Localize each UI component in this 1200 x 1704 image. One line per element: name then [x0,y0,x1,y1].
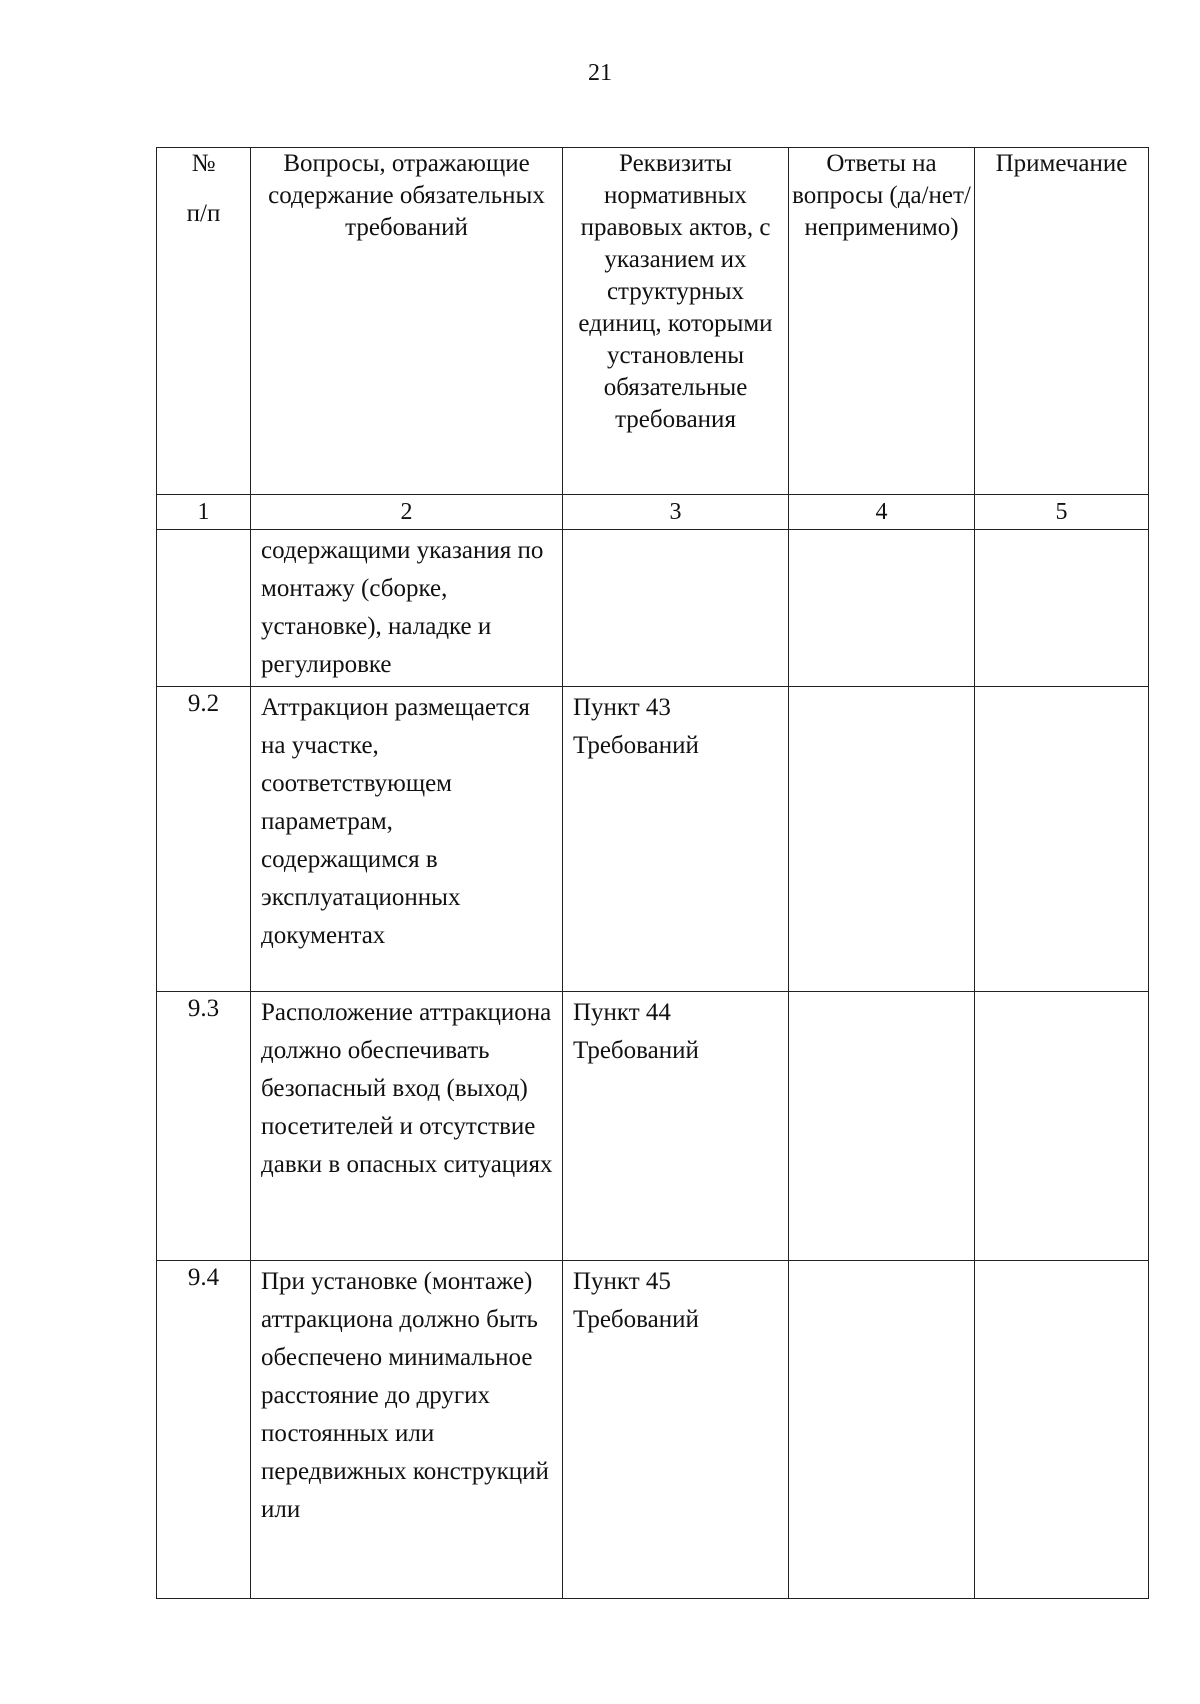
header-questions: Вопросы, отражающие содержание обязательных требований [251,148,563,495]
column-number: 5 [975,495,1149,530]
row-note[interactable] [975,992,1149,1261]
header-requisites: Реквизиты нормативных правовых актов, с указанием их структурных единиц, которыми установлены обязательные требования [563,148,789,495]
header-number [157,148,251,495]
row-answer[interactable] [789,1261,975,1599]
row-index: 9.3 [157,992,251,1261]
header-answers: Ответы на вопросы (да/нет/ неприменимо) [789,148,975,495]
row-question: При установке (монтаже) аттракциона должно быть обеспечено минимальное расстояние до других постоянных или передвижных конструкций или [251,1261,563,1599]
row-note[interactable] [975,530,1149,687]
table-row [157,1261,1149,1599]
row-answer[interactable] [789,687,975,992]
column-number: 1 [157,495,251,530]
row-answer[interactable] [789,530,975,687]
row-answer[interactable] [789,992,975,1261]
row-requisite [563,530,789,687]
checklist-table [156,147,1149,1599]
header-number-sign: № [191,150,216,177]
row-note[interactable] [975,687,1149,992]
header-number-abbrev: п/п [186,200,221,227]
table-row [157,687,1149,992]
row-question: Аттракцион размещается на участке, соответствующем параметрам, содержащимся в эксплуатационных документах [251,687,563,992]
row-index: 9.2 [157,687,251,992]
row-requisite: Пункт 45 Требований [563,1261,789,1599]
row-index: 9.4 [157,1261,251,1599]
table-row [157,530,1149,687]
row-question: содержащими указания по монтажу (сборке, установке), наладке и регулировке [251,530,563,687]
header-note: Примечание [975,148,1149,495]
row-note[interactable] [975,1261,1149,1599]
row-question: Расположение аттракциона должно обеспечивать безопасный вход (выход) посетителей и отсутствие давки в опасных ситуациях [251,992,563,1261]
column-number: 2 [251,495,563,530]
row-index [157,530,251,687]
column-number: 4 [789,495,975,530]
row-requisite: Пункт 44 Требований [563,992,789,1261]
page-number: 21 [588,60,612,86]
table-row [157,992,1149,1261]
table-header-row [157,148,1149,495]
row-requisite: Пункт 43 Требований [563,687,789,992]
column-number-row [157,495,1149,530]
column-number: 3 [563,495,789,530]
